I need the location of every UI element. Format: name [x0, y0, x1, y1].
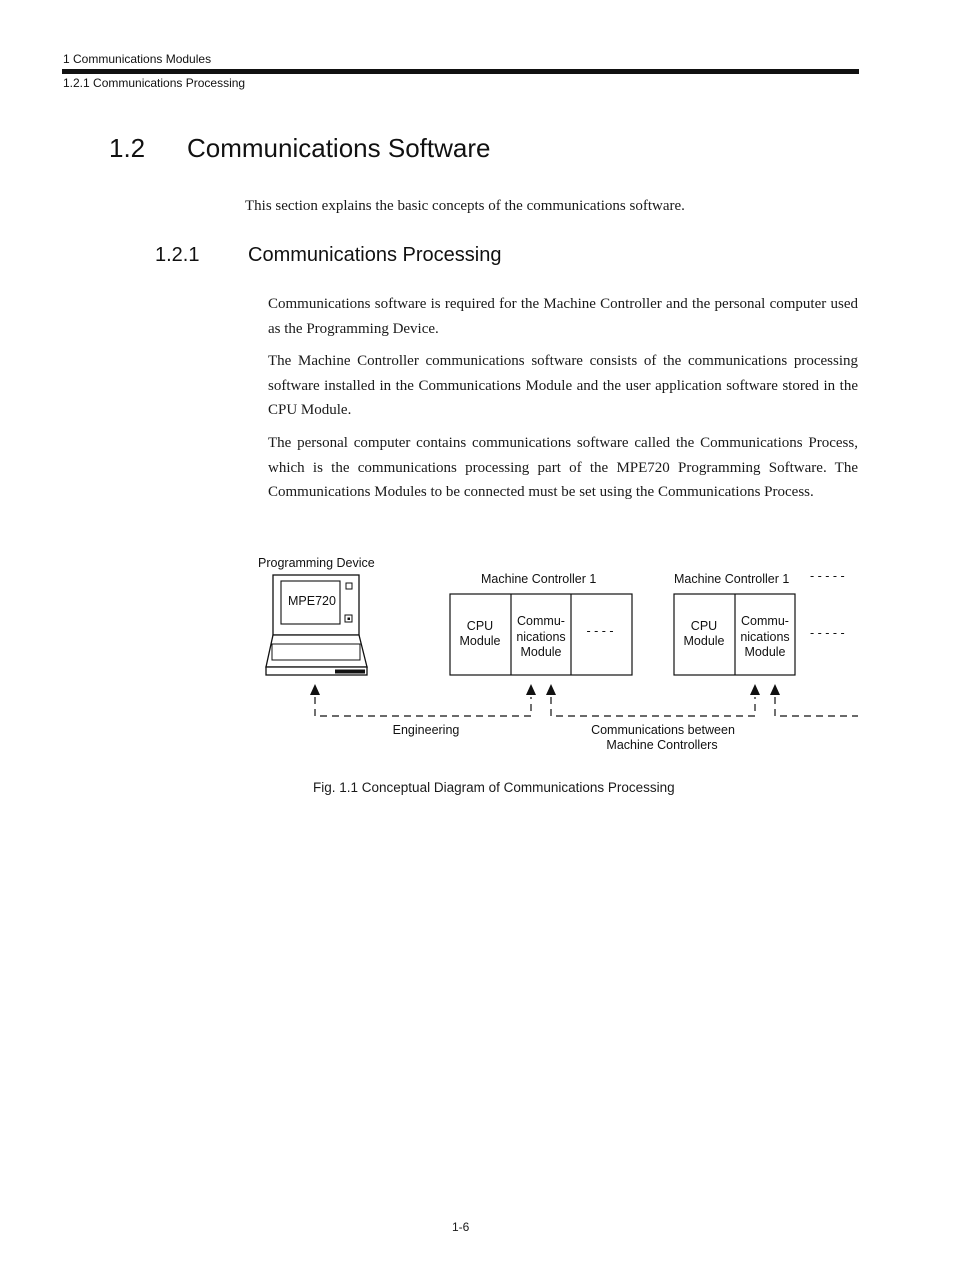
intro-text: This section explains the basic concepts of the communications software.	[245, 198, 685, 214]
arrow-comm-1b-icon	[546, 684, 556, 695]
controller-link-line-right	[775, 697, 858, 716]
running-header-section: 1.2.1 Communications Processing	[63, 76, 246, 90]
subsection-number: 1.2.1	[155, 244, 200, 266]
controller-2-cpu-label-2: Module	[683, 634, 725, 648]
arrow-comm-1a-icon	[526, 684, 536, 695]
paragraph-3: The personal computer contains communications software called the Communications Process, which is the communications processing part of the MPE720 Programming Software. The Communications Modules to be connected must be set using the Communications Process.	[268, 435, 858, 500]
laptop-icon	[266, 575, 367, 675]
controller-1-comm-label-3: Module	[520, 645, 562, 659]
controller-1-title: Machine Controller 1	[481, 572, 597, 586]
figure-caption: Fig. 1.1 Conceptual Diagram of Communications Processing	[313, 780, 675, 795]
controller-link-line	[551, 697, 755, 716]
engineering-line	[315, 697, 531, 716]
controller-1-comm-label-1: Commu-	[517, 614, 565, 628]
controller-2-title: Machine Controller 1	[674, 572, 790, 586]
controller-1-comm-label-2: nications	[516, 630, 566, 644]
arrow-comm-2a-icon	[750, 684, 760, 695]
engineering-label: Engineering	[392, 723, 460, 737]
comm-between-label-2: Machine Controllers	[606, 738, 718, 752]
screen-label: MPE720	[288, 594, 336, 608]
controller-1-cpu-label-2: Module	[459, 634, 501, 648]
page-number: 1-6	[452, 1220, 470, 1234]
paragraph-2: The Machine Controller communications software consists of the communications processing software installed in the Communications Module and the user application software stored in the CPU Module.	[268, 353, 858, 418]
arrow-comm-2b-icon	[770, 684, 780, 695]
controller-2-comm-label-1: Commu-	[741, 614, 789, 628]
section-title: Communications Software	[187, 133, 491, 163]
paragraph-1: Communications software is required for the Machine Controller and the personal computer used as the Programming Device.	[268, 296, 858, 337]
controller-1-cpu-label-1: CPU	[466, 619, 494, 633]
section-number: 1.2	[109, 133, 146, 163]
controller-2-cpu-label-1: CPU	[690, 619, 718, 633]
programming-device-label: Programming Device	[258, 556, 375, 570]
arrowheads	[310, 684, 780, 695]
running-header-chapter: 1 Communications Modules	[63, 52, 212, 66]
subsection-title: Communications Processing	[248, 244, 502, 266]
comm-between-label-1: Communications between	[591, 723, 735, 737]
connection-lines	[315, 697, 858, 716]
ellipsis-top-right: - - - - -	[810, 569, 845, 583]
ellipsis-mid-right: - - - - -	[810, 626, 845, 640]
controller-2-comm-label-2: nications	[740, 630, 790, 644]
controller-1-ellipsis: - - - -	[586, 624, 614, 638]
controller-2-comm-label-3: Module	[744, 645, 786, 659]
arrow-laptop-icon	[310, 684, 320, 695]
